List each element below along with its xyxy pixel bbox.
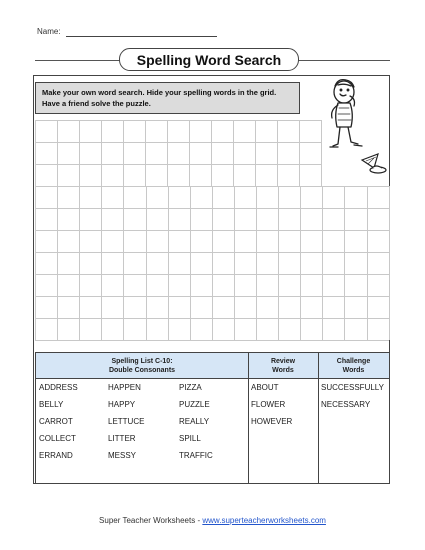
word-cell: REALLY (179, 417, 210, 426)
grid-line-vertical (167, 120, 168, 186)
col1-header-line2: Double Consonants (108, 366, 176, 374)
grid-line-horizontal (35, 340, 389, 341)
word-cell: LITTER (108, 434, 136, 443)
grid-line-vertical (145, 120, 146, 186)
grid-line-horizontal (35, 208, 389, 209)
word-cell: PIZZA (179, 383, 202, 392)
word-cell: MESSY (108, 451, 137, 460)
word-cell: BELLY (39, 400, 64, 409)
word-cell: HAPPY (108, 400, 136, 409)
word-cell: CARROT (39, 417, 73, 426)
grid-line-vertical (234, 186, 235, 340)
grid-line-vertical (79, 186, 80, 340)
grid-line-vertical (212, 186, 213, 340)
grid-line-horizontal (35, 186, 389, 187)
grid-line-vertical (57, 186, 58, 340)
grid-line-vertical (278, 186, 279, 340)
grid-line-vertical (344, 186, 345, 340)
col3-header-line1: Challenge (336, 357, 371, 365)
word-cell: ERRAND (39, 451, 73, 460)
col3-header-line2: Words (342, 366, 365, 374)
review-word: HOWEVER (251, 417, 293, 426)
col2-header (248, 353, 318, 379)
boy-ice-cream-illustration (318, 72, 390, 182)
grid-line-vertical (389, 186, 390, 340)
grid-line-horizontal (35, 252, 389, 253)
ice-cream-cone-icon (362, 154, 386, 173)
footer (0, 516, 425, 525)
grid-line-vertical (35, 120, 36, 186)
grid-line-vertical (123, 186, 124, 340)
col2-header-line2: Words (272, 366, 294, 374)
page-title: Spelling Word Search (119, 48, 299, 71)
word-search-grid-lower[interactable] (35, 186, 390, 341)
column-divider (248, 353, 249, 483)
grid-line-horizontal (35, 230, 389, 231)
grid-line-horizontal (35, 142, 321, 143)
grid-line-vertical (101, 186, 102, 340)
grid-line-vertical (57, 120, 58, 186)
grid-line-vertical (190, 186, 191, 340)
grid-line-vertical (211, 120, 212, 186)
grid-line-vertical (123, 120, 124, 186)
grid-line-vertical (322, 186, 323, 340)
grid-line-vertical (277, 120, 278, 186)
col1-header-line1: Spelling List C-10: (111, 357, 173, 365)
challenge-word: NECESSARY (321, 400, 371, 409)
name-line[interactable] (66, 36, 217, 37)
col2-header-line1: Review (270, 357, 296, 365)
review-word: ABOUT (251, 383, 279, 392)
grid-line-vertical (146, 186, 147, 340)
grid-line-horizontal (35, 296, 389, 297)
word-cell: COLLECT (39, 434, 76, 443)
grid-line-vertical (168, 186, 169, 340)
grid-line-vertical (300, 186, 301, 340)
word-cell: LETTUCE (108, 417, 145, 426)
grid-line-vertical (35, 186, 36, 340)
challenge-word: SUCCESSFULLY (321, 383, 384, 392)
spelling-word-table (35, 352, 390, 484)
grid-line-vertical (367, 186, 368, 340)
grid-line-vertical (233, 120, 234, 186)
column-divider (318, 353, 319, 483)
word-search-grid-upper[interactable] (35, 120, 322, 186)
col1-header (36, 353, 248, 379)
footer-link[interactable]: www.superteacherworksheets.com (202, 516, 326, 525)
name-label: Name: (37, 27, 61, 36)
grid-line-vertical (189, 120, 190, 186)
boy-icon (330, 80, 362, 147)
grid-line-vertical (299, 120, 300, 186)
word-cell: HAPPEN (108, 383, 141, 392)
grid-line-horizontal (35, 318, 389, 319)
col3-header (318, 353, 389, 379)
instructions-box: Make your own word search. Hide your spelling words in the grid. Have a friend solve the puzzle. (35, 82, 300, 114)
grid-line-vertical (255, 120, 256, 186)
grid-line-horizontal (35, 120, 321, 121)
grid-line-vertical (79, 120, 80, 186)
word-cell: PUZZLE (179, 400, 210, 409)
word-cell: SPILL (179, 434, 201, 443)
grid-line-vertical (256, 186, 257, 340)
grid-line-horizontal (35, 274, 389, 275)
word-cell: ADDRESS (39, 383, 78, 392)
grid-line-horizontal (35, 164, 321, 165)
word-cell: TRAFFIC (179, 451, 213, 460)
review-word: FLOWER (251, 400, 286, 409)
footer-text: Super Teacher Worksheets - (99, 516, 203, 525)
grid-line-vertical (101, 120, 102, 186)
